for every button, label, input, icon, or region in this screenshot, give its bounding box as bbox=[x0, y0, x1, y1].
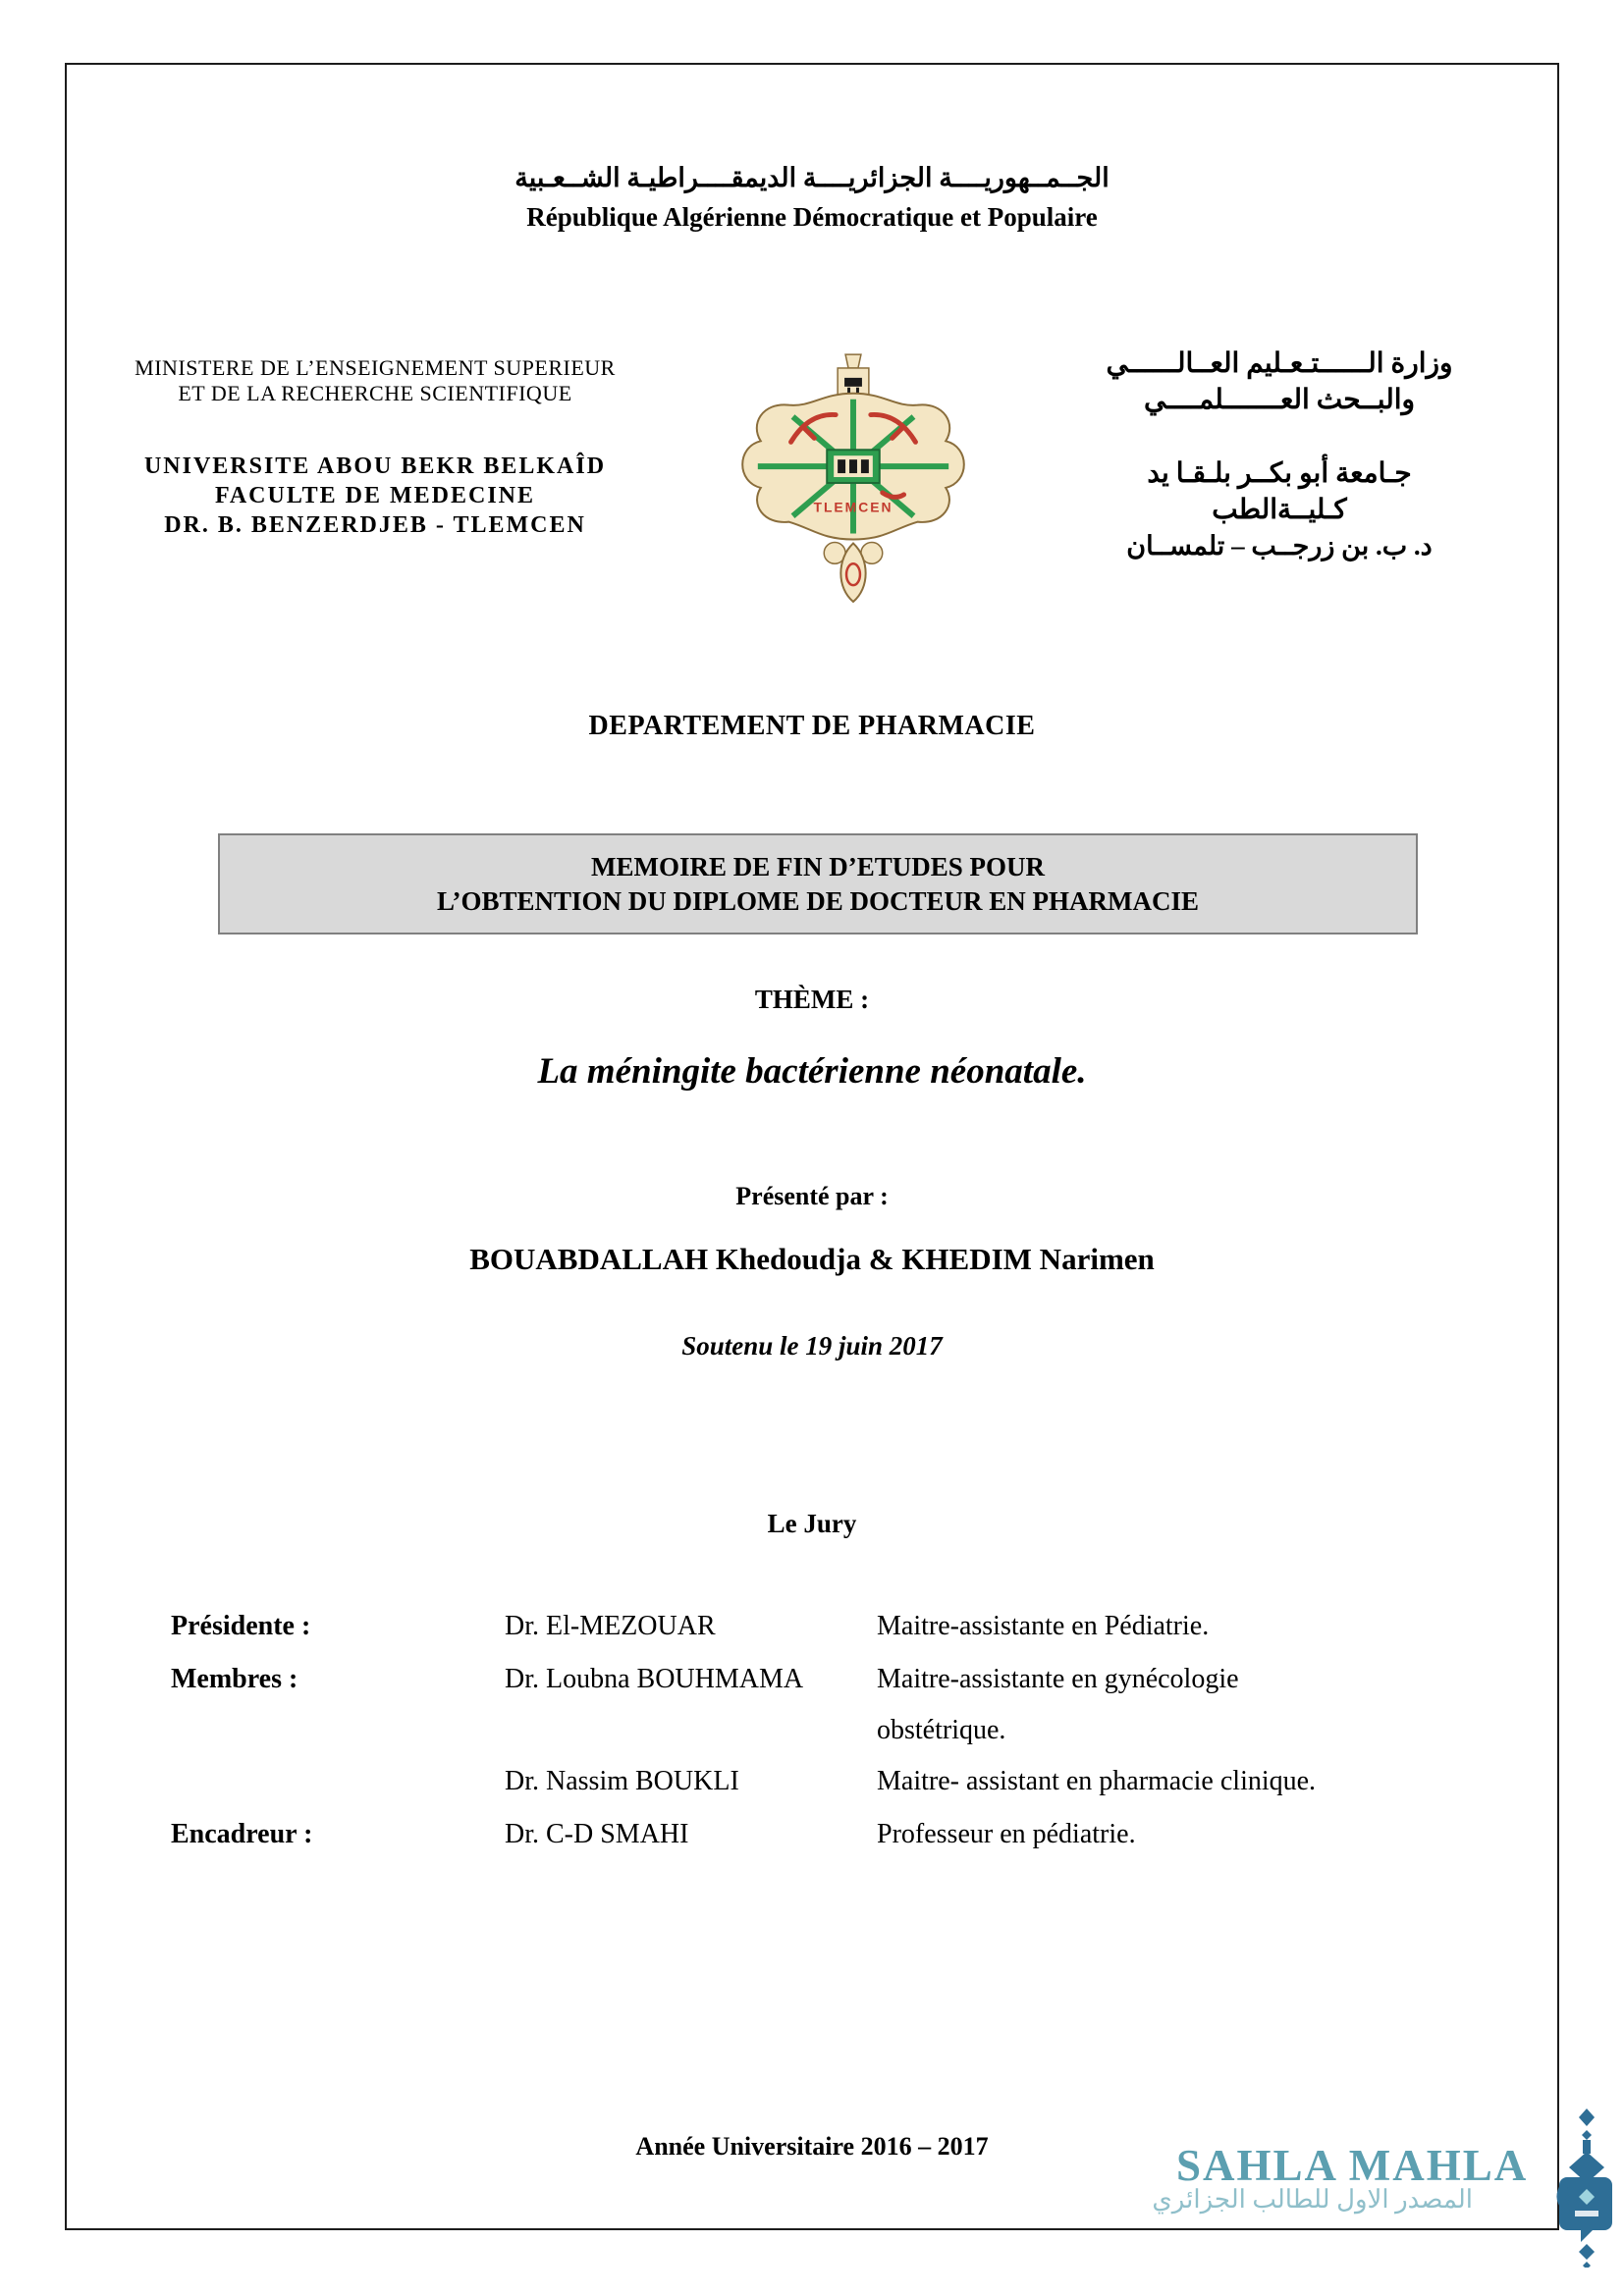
sahla-mahla-logo-icon bbox=[1553, 2109, 1620, 2268]
republic-title-french: République Algérienne Démocratique et Populaire bbox=[526, 202, 1098, 232]
thesis-title: La méningite bactérienne néonatale. bbox=[537, 1051, 1087, 1092]
authors-names: BOUABDALLAH Khedoudja & KHEDIM Narimen bbox=[469, 1242, 1155, 1276]
theme-label: THÈME : bbox=[754, 985, 870, 1014]
ministry-line-2: ET DE LA RECHERCHE SCIENTIFIQUE bbox=[178, 381, 572, 405]
faculty-ar: كـليــةالطب bbox=[1212, 495, 1347, 525]
jury-row bbox=[171, 1664, 1447, 1705]
defense-date: Soutenu le 19 juin 2017 bbox=[681, 1331, 943, 1361]
ministry-ar-line-2: والبــحث العـــــــلمــــي bbox=[1143, 385, 1416, 415]
logo-city-text: TLEMCEN bbox=[813, 499, 893, 515]
jury-member-title: Professeur en pédiatrie. bbox=[877, 1819, 1136, 1849]
campus-name: DR. B. BENZERDJEB - TLEMCEN bbox=[164, 512, 586, 538]
department-title: DEPARTEMENT DE PHARMACIE bbox=[588, 711, 1036, 741]
jury-member-title: Maitre-assistante en Pédiatrie. bbox=[877, 1611, 1210, 1641]
watermark-tagline: المصدر الاول للطالب الجزائري bbox=[1152, 2185, 1473, 2214]
jury-member-name: Dr. Loubna BOUHMAMA bbox=[505, 1664, 804, 1694]
memoire-line-2: L’OBTENTION DU DIPLOME DE DOCTEUR EN PHARMACIE bbox=[436, 885, 1200, 916]
jury-member-name: Dr. El-MEZOUAR bbox=[505, 1611, 716, 1641]
ministry-block-arabic bbox=[1053, 346, 1506, 564]
university-logo bbox=[736, 347, 970, 613]
university-of-tlemcen-emblem-icon bbox=[736, 347, 970, 613]
presented-by-label: Présenté par : bbox=[735, 1182, 889, 1210]
jury-row bbox=[171, 1611, 1447, 1652]
watermark-brand: SAHLA MAHLA bbox=[1176, 2141, 1529, 2190]
campus-ar: د. ب. بن زرجــب – تلمســان bbox=[1126, 531, 1433, 561]
jury-member-title: obstétrique. bbox=[877, 1715, 1006, 1745]
jury-member-name: Dr. Nassim BOUKLI bbox=[505, 1766, 739, 1796]
memoire-line-1: MEMOIRE DE FIN D’ETUDES POUR bbox=[590, 851, 1046, 881]
jury-title: Le Jury bbox=[767, 1509, 857, 1538]
republic-title-arabic: الجــمــهوريــــة الجزائريــــة الديمقــــراطيـة الشــعـبية bbox=[514, 163, 1110, 192]
university-name: UNIVERSITE ABOU BEKR BELKAÎD bbox=[143, 454, 607, 479]
jury-role-label: Présidente : bbox=[171, 1611, 311, 1641]
ministry-ar-line-1: وزارة الــــــتـعـليم العــالــــــي bbox=[1106, 348, 1453, 379]
academic-year: Année Universitaire 2016 – 2017 bbox=[635, 2132, 989, 2161]
jury-row bbox=[171, 1819, 1447, 1860]
faculty-name: FACULTE DE MEDECINE bbox=[214, 483, 536, 508]
jury-row bbox=[171, 1715, 1447, 1756]
jury-member-title: Maitre- assistant en pharmacie clinique. bbox=[877, 1766, 1317, 1796]
jury-role-label: Encadreur : bbox=[171, 1819, 313, 1849]
jury-row bbox=[171, 1766, 1447, 1807]
jury-member-name: Dr. C-D SMAHI bbox=[505, 1819, 689, 1849]
memoire-banner bbox=[218, 833, 1418, 934]
jury-member-title: Maitre-assistante en gynécologie bbox=[877, 1664, 1239, 1694]
ministry-line-1: MINISTERE DE L’ENSEIGNEMENT SUPERIEUR bbox=[135, 355, 616, 380]
university-ar: جـامعة أبو بكــر بلـقـا يد bbox=[1147, 458, 1412, 489]
ministry-block-french bbox=[90, 355, 660, 540]
jury-role-label: Membres : bbox=[171, 1664, 298, 1694]
